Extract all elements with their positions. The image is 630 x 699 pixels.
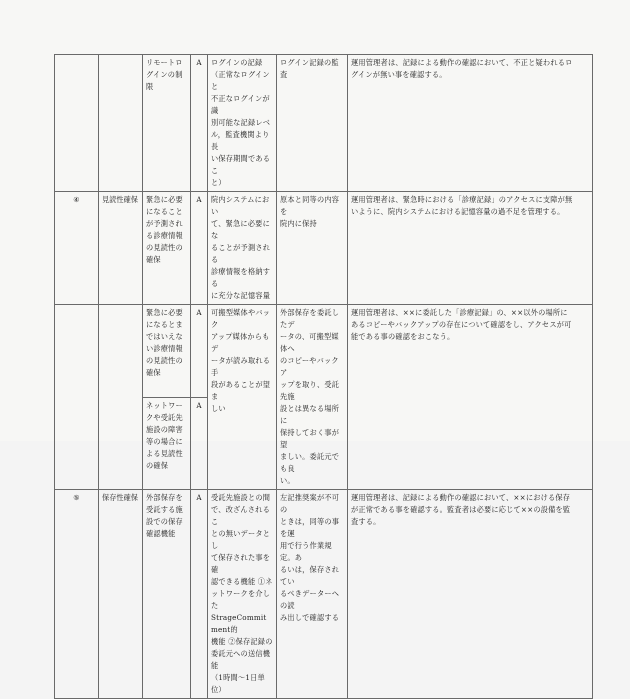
table-row — [55, 490, 593, 699]
category-cell — [99, 55, 143, 192]
check-cell: 運用管理者は、記録による動作の確認において、××における保存 が正常である事を確認する。監査者は必要に応じて××の設備を監 査する。 — [348, 490, 593, 699]
table-row — [55, 192, 593, 305]
level-cell: A — [191, 490, 208, 699]
level-cell: A — [191, 55, 208, 192]
measure-cell: ログインの記録 （正常なログインと 不正なログインが識 別可能な記録レベ ル，監査機関より長 い保存期間であるこ と） — [208, 55, 277, 192]
measure-cell: 可搬型媒体やバック アップ媒体からもデ ータが読み取れる手 段があることが望ま しい — [208, 305, 277, 490]
audit-cell: 原本と同等の内容を 院内に保持 — [277, 192, 348, 305]
check-cell: 運用管理者は、記録による動作の確認において、不正と疑われるロ グインが無い事を確認する。 — [348, 55, 593, 192]
table-row — [55, 55, 593, 192]
category-cell: 見読性確保 — [99, 192, 143, 305]
item-number: ⑤ — [55, 490, 99, 699]
item-number — [55, 55, 99, 192]
level-cell: A — [191, 192, 208, 305]
level-cell: A — [191, 305, 208, 398]
category-cell: 保存性確保 — [99, 490, 143, 699]
threat-cell: リモートロ グインの制 限 — [143, 55, 191, 192]
item-number: ④ — [55, 192, 99, 305]
measure-cell: 院内システムにおい て、緊急に必要にな ることが予測される 診療情報を格納する に充分な記憶容量 — [208, 192, 277, 305]
threat-cell: 外部保存を 受託する施 設での保存 確認機能 — [143, 490, 191, 699]
check-cell: 運用管理者は、緊急時における「診療記録」のアクセスに支障が無 いように、院内システムにおける記憶容量の過不足を管理する。 — [348, 192, 593, 305]
item-number — [55, 305, 99, 490]
measure-cell: 受託先施設との間 で、改ざんされるこ との無いデータとし て保存された事を確 認できる機能 ①ネ ットワークを介した StrageCommitment的 機能 ②保存記録の 委託元への送信機能 （1時間〜1日単位） — [208, 490, 277, 699]
threat-cell: 緊急に必要 になるとま ではいえな い診療情報 の見読性の 確保 — [143, 305, 191, 398]
audit-cell: ログイン記録の監査 — [277, 55, 348, 192]
table-row — [55, 305, 593, 398]
category-cell — [99, 305, 143, 490]
level-cell: A — [191, 397, 208, 490]
check-cell: 運用管理者は、××に委託した「診療記録」の、××以外の場所に あるコピーやバックアップの存在について確認をし、アクセスが可 能である事の確認をおこなう。 — [348, 305, 593, 490]
audit-cell: 左記推奨案が不可の ときは，同等の事を運 用で行う作業規定。あ るいは，保存されてい るべきデーターへの読 み出しで確認する — [277, 490, 348, 699]
audit-cell: 外部保存を委託したデ ータの、可搬型媒体へ のコピーやバックア ップを取り、受託先施 設とは異なる場所に 保持しておく事が望 ましい。委託元でも良 い。 — [277, 305, 348, 490]
threat-cell: ネットワー クや受託先 施設の障害 等の場合に よる見読性 の確保 — [143, 397, 191, 490]
requirements-table — [54, 54, 593, 699]
threat-cell: 緊急に必要 になること が予測され る診療情報 の見読性の 確保 — [143, 192, 191, 305]
